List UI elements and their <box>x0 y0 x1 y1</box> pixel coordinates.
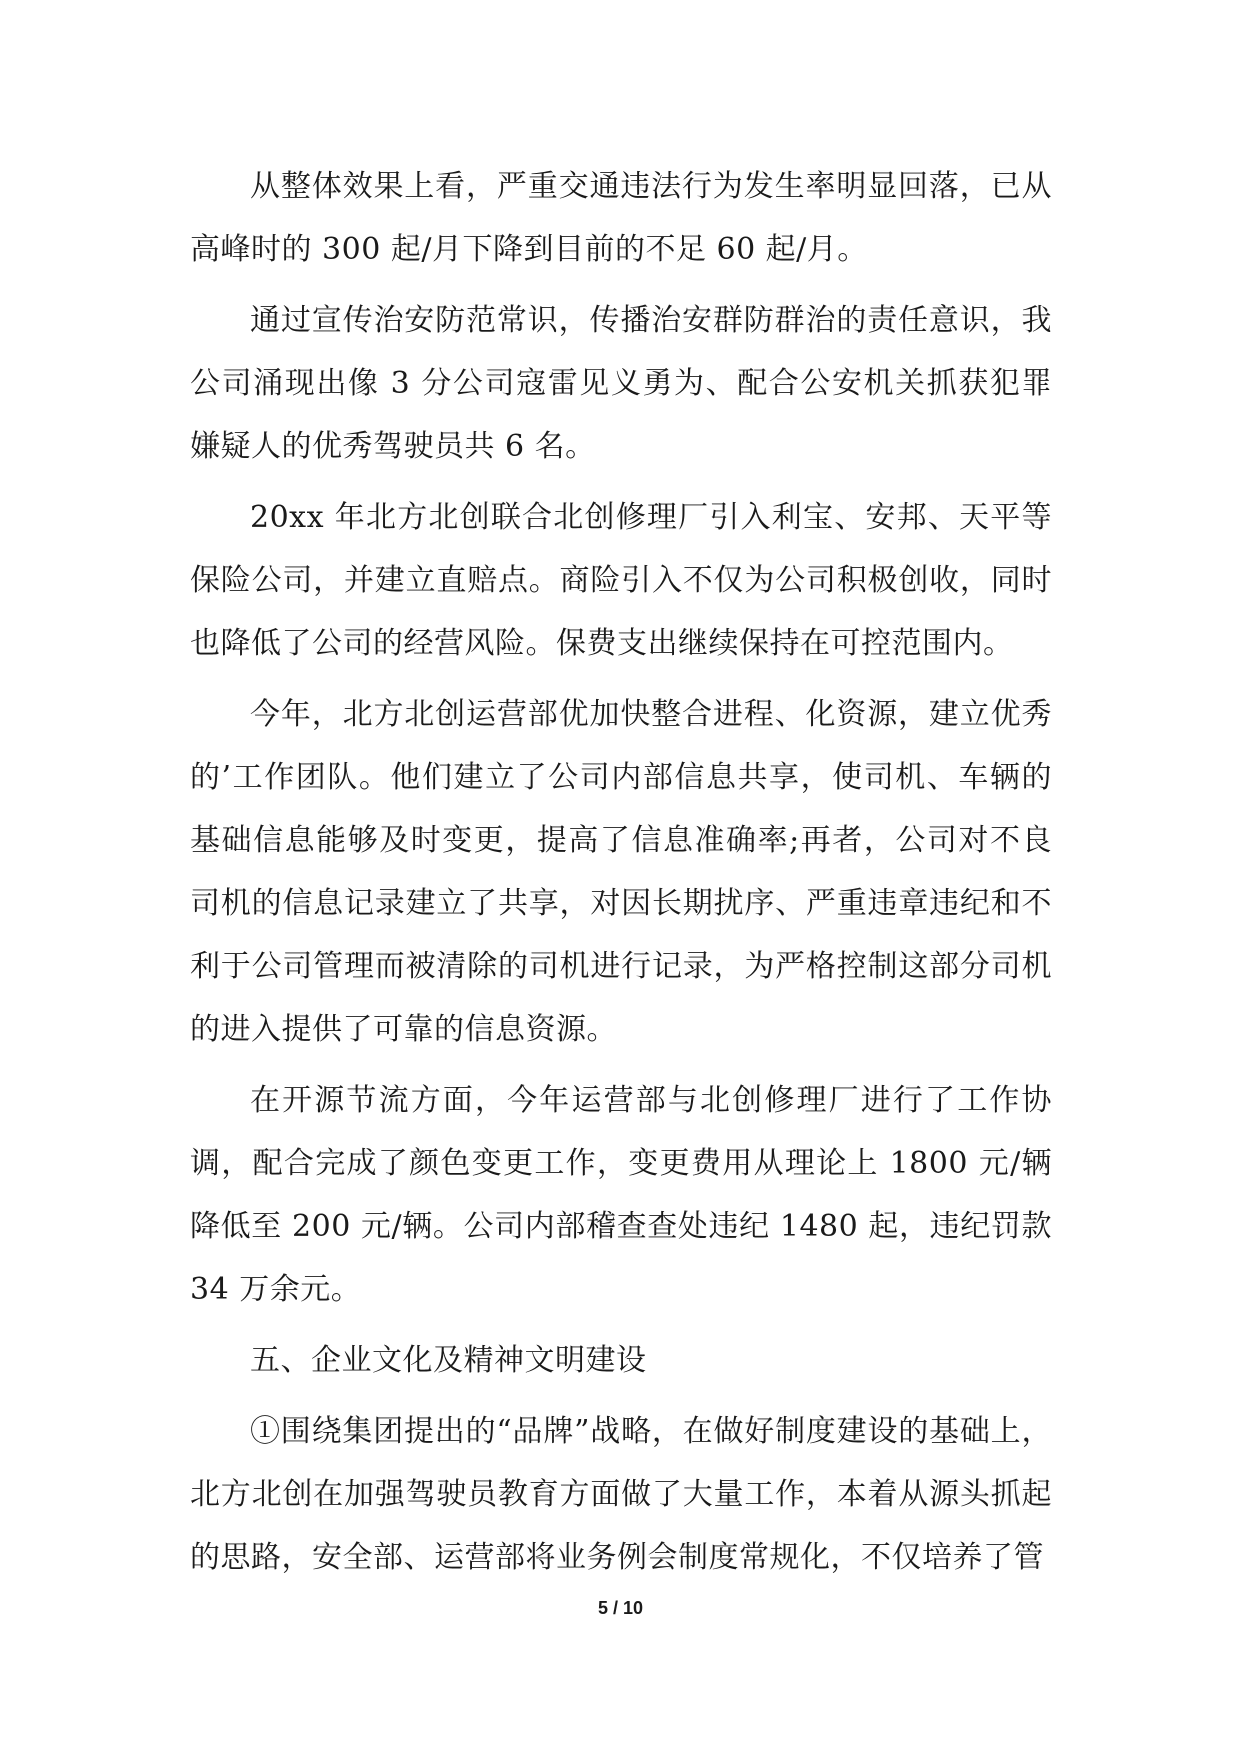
document-body <box>190 155 1052 1597</box>
paragraph-operations: 今年，北方北创运营部优加快整合进程、化资源，建立优秀的’工作团队。他们建立了公司内部信息共享，使司机、车辆的基础信息能够及时变更，提高了信息准确率;再者，公司对不良司机的信息记录建立了共享，对因长期扰序、严重违章违纪和不利于公司管理而被清除的司机进行记录，为严格控制这部分司机的进入提供了可靠的信息资源。 <box>190 697 1052 1047</box>
paragraph-violation-rate: 从整体效果上看，严重交通违法行为发生率明显回落，已从高峰时的 300 起/月下降到目前的不足 60 起/月。 <box>190 169 1052 267</box>
section-heading: 五、企业文化及精神文明建设 <box>250 1343 647 1378</box>
paragraph-cost-saving: 在开源节流方面，今年运营部与北创修理厂进行了工作协调，配合完成了颜色变更工作，变更费用从理论上 1800 元/辆降低至 200 元/辆。公司内部稽查查处违纪 1480 起，违纪罚款 34 万余元。 <box>190 1083 1052 1307</box>
page-number: 5 / 10 <box>597 1598 644 1618</box>
paragraph-brand-strategy: ①围绕集团提出的“品牌”战略，在做好制度建设的基础上，北方北创在加强驾驶员教育方面做了大量工作，本着从源头抓起的思路，安全部、运营部将业务例会制度常规化，不仅培养了管 <box>190 1414 1052 1575</box>
paragraph-public-security: 通过宣传治安防范常识，传播治安群防群治的责任意识，我公司涌现出像 3 分公司寇雷见义勇为、配合公安机关抓获犯罪嫌疑人的优秀驾驶员共 6 名。 <box>190 303 1052 464</box>
paragraph-insurance: 20xx 年北方北创联合北创修理厂引入利宝、安邦、天平等保险公司，并建立直赔点。商险引入不仅为公司积极创收，同时也降低了公司的经营风险。保费支出继续保持在可控范围内。 <box>190 500 1052 661</box>
